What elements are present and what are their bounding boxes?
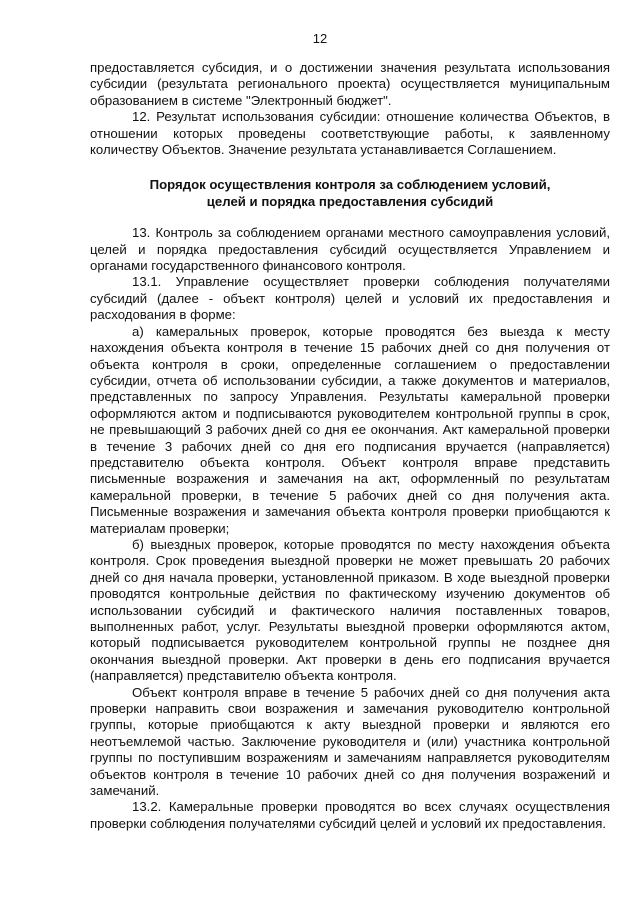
paragraph-continued: предоставляется субсидия, и о достижении значения результата использования субсидии (результата регионального проекта) осуществляется муниципальным образованием в системе "Электронный бюджет". <box>90 60 610 108</box>
paragraph-13-2: 13.2. Камеральные проверки проводятся во всех случаях осуществления проверки соблюдения получателями субсидий целей и условий их предоставления. <box>90 799 610 831</box>
page-number: 12 <box>312 31 328 46</box>
paragraph-13: 13. Контроль за соблюдением органами местного самоуправления условий, целей и порядка предоставления субсидий осуществляется Управлением и органами государственного финансового контроля. <box>90 225 610 274</box>
section-heading-line-2: целей и порядка предоставления субсидий <box>206 193 494 209</box>
section-heading-line-1: Порядок осуществления контроля за соблюдением условий, <box>149 177 551 193</box>
paragraph-13-1-a: а) камеральных проверок, которые проводятся без выезда к месту нахождения объекта контроля в течение 15 рабочих дней со дня получения от объекта контроля в сроки, определенные соглашением о предоставлении субсидии, отчета об использовании субсидии, а также документов и материалов, представленных по запросу Управления. Результаты камеральной проверки оформляются актом и подписываются руководителем контрольной группы в срок, не превышающий 3 рабочих дней со дня ее окончания. Акт камеральной проверки в течение 3 рабочих дней со дня его подписания вручается (направляется) представителю объекта контроля. Объект контроля вправе представить письменные возражения и замечания на акт, оформленный по результатам камеральной проверки, в течение 5 рабочих дней со дня получения акта. Письменные возражения и замечания объекта контроля проверки приобщаются к материалам проверки; <box>90 323 610 536</box>
document-body <box>90 60 610 832</box>
paragraph-13-1-b: б) выездных проверок, которые проводятся по месту нахождения объекта контроля. Срок проведения выездной проверки не может превышать 20 рабочих дней со дня начала проверки, установленной приказом. В ходе выездной проверки проводятся контрольные действия по фактическому изучению документов об использовании субсидий и фактического наличия поставленных товаров, выполненных работ, услуг. Результаты выездной проверки оформляются актом, который подписывается руководителем контрольной группы не позднее дня окончания выездной проверки. Акт проверки в день его подписания вручается (направляется) представителю объекта контроля. <box>90 536 610 684</box>
paragraph-objection: Объект контроля вправе в течение 5 рабочих дней со дня получения акта проверки направить свои возражения и замечания руководителю контрольной группы, которые приобщаются к акту выездной проверки и являются его неотъемлемой частью. Заключение руководителя и (или) участника контрольной группы по поступившим возражениям и замечаниям направляется руководителям объектов контроля в течение 10 рабочих дней со дня получения возражений и замечаний. <box>90 684 610 799</box>
section-heading <box>90 177 610 210</box>
paragraph-13-1: 13.1. Управление осуществляет проверки соблюдения получателями субсидий (далее - объект контроля) целей и условий их предоставления и расходования в форме: <box>90 274 610 323</box>
paragraph-12: 12. Результат использования субсидии: отношение количества Объектов, в отношении которых проведены соответствующие работы, к заявленному количеству Объектов. Значение результата устанавливается Соглашением. <box>90 109 610 158</box>
